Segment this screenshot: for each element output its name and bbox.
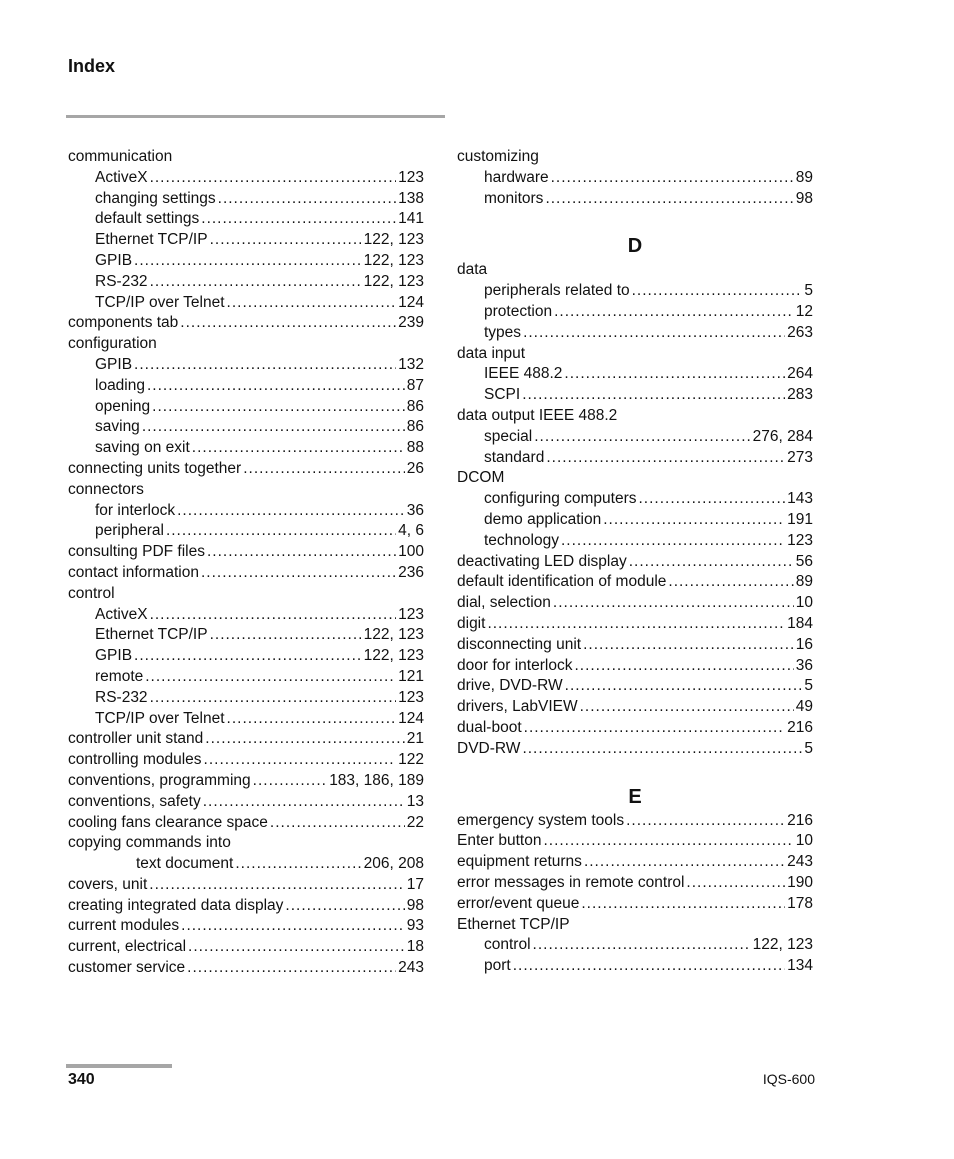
- index-entry: [457, 572, 813, 593]
- index-term: Enter button: [457, 832, 542, 850]
- dot-leader: [177, 501, 405, 522]
- index-subentry: [68, 688, 424, 709]
- index-term: monitors: [484, 189, 544, 207]
- page-reference: 216: [787, 811, 813, 829]
- index-term: special: [484, 427, 533, 445]
- dot-leader: [205, 729, 404, 750]
- index-term: types: [484, 323, 522, 341]
- index-term: conventions, programming: [68, 771, 251, 789]
- index-term: TCP/IP over Telnet: [95, 293, 225, 311]
- index-term: drive, DVD-RW: [457, 677, 563, 695]
- index-term: RS-232: [95, 272, 148, 290]
- index-term: error messages in remote control: [457, 873, 685, 891]
- dot-leader: [192, 438, 405, 459]
- index-entry: [68, 896, 424, 917]
- index-term: GPIB: [95, 251, 133, 269]
- index-entry: [457, 811, 813, 832]
- page-reference: 5: [804, 677, 813, 695]
- index-term: dual-boot: [457, 718, 522, 736]
- dot-leader: [639, 489, 786, 510]
- index-subentry: [457, 302, 813, 323]
- dot-leader: [603, 510, 785, 531]
- index-subentry: [68, 251, 424, 272]
- dot-leader: [187, 958, 396, 979]
- index-term: creating integrated data display: [68, 896, 284, 914]
- index-subentry: [68, 293, 424, 314]
- dot-leader: [207, 542, 396, 563]
- index-term: GPIB: [95, 647, 133, 665]
- index-term: loading: [95, 376, 145, 394]
- dot-leader: [513, 956, 785, 977]
- dot-leader: [545, 189, 793, 210]
- index-subentry: [457, 323, 813, 344]
- index-term: ActiveX: [95, 605, 148, 623]
- page-reference: 5: [804, 739, 813, 757]
- page-reference: 216: [787, 718, 813, 736]
- index-subentry: [457, 956, 813, 977]
- page-reference: 123: [398, 168, 424, 186]
- index-entry: [457, 468, 813, 489]
- index-subentry: [457, 281, 813, 302]
- index-term: controller unit stand: [68, 730, 204, 748]
- index-column-right: [457, 147, 813, 977]
- index-subentry: [68, 625, 424, 646]
- page-reference: 17: [406, 875, 424, 893]
- index-term: current, electrical: [68, 938, 187, 956]
- index-entry: [68, 875, 424, 896]
- page-reference: 36: [406, 501, 424, 519]
- dot-leader: [581, 894, 785, 915]
- index-term: covers, unit: [68, 875, 148, 893]
- page-reference: 123: [398, 605, 424, 623]
- index-entry: [68, 542, 424, 563]
- page-reference: 141: [398, 210, 424, 228]
- index-entry: [457, 656, 813, 677]
- index-entry: [457, 614, 813, 635]
- index-subentry: [68, 501, 424, 522]
- index-subentry: [68, 605, 424, 626]
- page-reference: 100: [398, 543, 424, 561]
- page-number: 340: [68, 1071, 95, 1088]
- index-term: DVD-RW: [457, 739, 521, 757]
- page-reference: 263: [787, 323, 813, 341]
- dot-leader: [626, 811, 785, 832]
- page-reference: 206, 208: [363, 855, 424, 873]
- index-entry: [457, 739, 813, 760]
- index-entry: [457, 873, 813, 894]
- page-reference: 122, 123: [363, 251, 424, 269]
- index-subentry: [68, 417, 424, 438]
- page-reference: 243: [398, 959, 424, 977]
- dot-leader: [561, 531, 785, 552]
- page-reference: 183, 186, 189: [329, 771, 424, 789]
- dot-leader: [522, 739, 802, 760]
- index-term: emergency system tools: [457, 811, 625, 829]
- index-term: error/event queue: [457, 894, 580, 912]
- index-term: SCPI: [484, 386, 521, 404]
- dot-leader: [580, 697, 794, 718]
- page-reference: 26: [406, 459, 424, 477]
- page-reference: 86: [406, 418, 424, 436]
- index-term: configuration: [68, 335, 157, 353]
- page-reference: 264: [787, 365, 813, 383]
- index-entry: [68, 792, 424, 813]
- index-subentry: [457, 364, 813, 385]
- index-term: opening: [95, 397, 151, 415]
- page-reference: 239: [398, 314, 424, 332]
- page-reference: 89: [795, 573, 813, 591]
- dot-leader: [235, 854, 361, 875]
- index-subentry: [457, 168, 813, 189]
- page-reference: 134: [787, 957, 813, 975]
- page-reference: 123: [787, 531, 813, 549]
- dot-leader: [152, 397, 405, 418]
- dot-leader: [134, 251, 362, 272]
- dot-leader: [134, 355, 396, 376]
- index-term: Ethernet TCP/IP: [457, 915, 570, 933]
- index-term: port: [484, 957, 511, 975]
- index-entry: [68, 916, 424, 937]
- index-subentry: [68, 667, 424, 688]
- dot-leader: [227, 293, 397, 314]
- dot-leader: [188, 937, 405, 958]
- dot-leader: [253, 771, 328, 792]
- section-letter-heading: E: [628, 785, 642, 808]
- dot-leader: [181, 916, 405, 937]
- dot-leader: [487, 614, 785, 635]
- page-reference: 124: [398, 709, 424, 727]
- index-term: conventions, safety: [68, 792, 201, 810]
- dot-leader: [201, 209, 396, 230]
- index-term: cooling fans clearance space: [68, 813, 268, 831]
- index-term: DCOM: [457, 469, 505, 487]
- index-entry: [457, 406, 813, 427]
- page-reference: 10: [795, 594, 813, 612]
- index-entry: [68, 147, 424, 168]
- dot-leader: [668, 572, 793, 593]
- dot-leader: [574, 656, 793, 677]
- index-entry: [457, 260, 813, 281]
- dot-leader: [270, 813, 405, 834]
- index-subentry: [68, 230, 424, 251]
- index-subentry: [457, 935, 813, 956]
- index-entry: [457, 147, 813, 168]
- index-term: peripheral: [95, 522, 164, 540]
- page-reference: 36: [795, 656, 813, 674]
- dot-leader: [523, 323, 785, 344]
- page-reference: 283: [787, 386, 813, 404]
- page-reference: 16: [795, 635, 813, 653]
- index-term: configuring computers: [484, 490, 637, 508]
- page-reference: 4, 6: [398, 522, 424, 540]
- page-reference: 86: [406, 397, 424, 415]
- index-term: deactivating LED display: [457, 552, 627, 570]
- index-term: current modules: [68, 917, 180, 935]
- index-term: copying commands into: [68, 834, 231, 852]
- index-term: contact information: [68, 563, 199, 581]
- page-reference: 122, 123: [752, 936, 813, 954]
- index-term: digit: [457, 614, 486, 632]
- index-subentry: [68, 168, 424, 189]
- index-term: connectors: [68, 480, 144, 498]
- index-entry: [457, 344, 813, 365]
- dot-leader: [686, 873, 785, 894]
- index-term: equipment returns: [457, 853, 582, 871]
- page-reference: 22: [406, 813, 424, 831]
- dot-leader: [142, 417, 405, 438]
- index-subentry: [457, 489, 813, 510]
- index-entry: [68, 584, 424, 605]
- index-entry: [457, 831, 813, 852]
- index-subentry: [457, 385, 813, 406]
- dot-leader: [150, 688, 397, 709]
- index-term: Ethernet TCP/IP: [95, 626, 208, 644]
- index-subentry: [457, 531, 813, 552]
- dot-leader: [134, 646, 362, 667]
- index-entry: [68, 813, 424, 834]
- index-term: control: [484, 936, 531, 954]
- page-reference: 236: [398, 563, 424, 581]
- dot-leader: [565, 676, 803, 697]
- page-reference: 276, 284: [752, 427, 813, 445]
- index-term: remote: [95, 667, 144, 685]
- page-reference: 124: [398, 293, 424, 311]
- dot-leader: [201, 563, 396, 584]
- page-reference: 138: [398, 189, 424, 207]
- index-entry: [68, 459, 424, 480]
- dot-leader: [180, 313, 396, 334]
- index-entry: [457, 676, 813, 697]
- index-term: consulting PDF files: [68, 543, 205, 561]
- dot-leader: [210, 230, 362, 251]
- index-term: default identification of module: [457, 573, 667, 591]
- page-reference: 18: [406, 938, 424, 956]
- index-entry: [68, 833, 424, 854]
- dot-leader: [147, 376, 405, 397]
- index-term: GPIB: [95, 355, 133, 373]
- index-entry: [68, 750, 424, 771]
- dot-leader: [583, 635, 794, 656]
- dot-leader: [584, 852, 785, 873]
- dot-leader: [564, 364, 785, 385]
- index-subentry: [68, 646, 424, 667]
- page-header-title: Index: [68, 56, 116, 76]
- index-term: customer service: [68, 959, 186, 977]
- index-term: control: [68, 584, 115, 602]
- index-entry: [68, 771, 424, 792]
- index-subentry: [457, 189, 813, 210]
- dot-leader: [166, 521, 396, 542]
- index-term: RS-232: [95, 688, 148, 706]
- index-entry: [457, 593, 813, 614]
- index-term: components tab: [68, 314, 179, 332]
- index-entry: [457, 894, 813, 915]
- page-reference: 122, 123: [363, 272, 424, 290]
- dot-leader: [203, 792, 405, 813]
- page-reference: 121: [398, 667, 424, 685]
- index-term: data: [457, 261, 488, 279]
- index-term: disconnecting unit: [457, 635, 582, 653]
- index-term: TCP/IP over Telnet: [95, 709, 225, 727]
- page-reference: 98: [406, 896, 424, 914]
- dot-leader: [150, 168, 397, 189]
- index-entry: [457, 915, 813, 936]
- index-term: dial, selection: [457, 594, 551, 612]
- footer-rule: [66, 1064, 172, 1068]
- index-term: changing settings: [95, 189, 216, 207]
- page-reference: 273: [787, 448, 813, 466]
- index-entry: [68, 480, 424, 501]
- page-reference: 12: [795, 302, 813, 320]
- dot-leader: [204, 750, 397, 771]
- index-entry: [457, 718, 813, 739]
- index-entry: [457, 635, 813, 656]
- index-subentry: [457, 448, 813, 469]
- index-entry: [457, 552, 813, 573]
- index-term: hardware: [484, 168, 549, 186]
- dot-leader: [632, 281, 803, 302]
- index-term: text document: [136, 855, 234, 873]
- index-term: data input: [457, 344, 526, 362]
- index-subentry: [68, 209, 424, 230]
- dot-leader: [533, 935, 751, 956]
- dot-leader: [218, 189, 396, 210]
- index-term: ActiveX: [95, 168, 148, 186]
- page-reference: 10: [795, 832, 813, 850]
- dot-leader: [522, 385, 785, 406]
- dot-leader: [524, 718, 785, 739]
- index-term: standard: [484, 448, 545, 466]
- index-term: drivers, LabVIEW: [457, 698, 578, 716]
- index-entry: [457, 852, 813, 873]
- index-subentry: [68, 397, 424, 418]
- index-term: data output IEEE 488.2: [457, 406, 618, 424]
- dot-leader: [553, 593, 794, 614]
- index-term: saving on exit: [95, 439, 190, 457]
- page-reference: 5: [804, 282, 813, 300]
- dot-leader: [243, 459, 405, 480]
- page-reference: 122, 123: [363, 647, 424, 665]
- dot-leader: [551, 168, 794, 189]
- index-entry: [68, 313, 424, 334]
- dot-leader: [150, 272, 362, 293]
- index-term: technology: [484, 531, 559, 549]
- section-letter-heading: D: [627, 235, 643, 258]
- page-reference: 98: [795, 189, 813, 207]
- dot-leader: [534, 427, 750, 448]
- page-reference: 89: [795, 168, 813, 186]
- index-term: demo application: [484, 510, 602, 528]
- index-term: protection: [484, 302, 553, 320]
- page-reference: 122, 123: [363, 626, 424, 644]
- dot-leader: [285, 896, 404, 917]
- index-term: Ethernet TCP/IP: [95, 231, 208, 249]
- dot-leader: [149, 875, 404, 896]
- index-subentry: [68, 272, 424, 293]
- index-entry: [68, 334, 424, 355]
- index-term: communication: [68, 148, 173, 165]
- page-reference: 243: [787, 853, 813, 871]
- page-reference: 93: [406, 917, 424, 935]
- index-term: peripherals related to: [484, 282, 630, 300]
- page-reference: 191: [787, 510, 813, 528]
- index-subentry: [457, 427, 813, 448]
- index-term: for interlock: [95, 501, 176, 519]
- page-reference: 87: [406, 376, 424, 394]
- dot-leader: [227, 709, 397, 730]
- dot-leader: [210, 625, 362, 646]
- index-subentry: [68, 376, 424, 397]
- page-reference: 122: [398, 751, 424, 769]
- page-reference: 122, 123: [363, 231, 424, 249]
- index-entry: [457, 697, 813, 718]
- page-reference: 143: [787, 490, 813, 508]
- index-term: customizing: [457, 148, 539, 165]
- dot-leader: [150, 605, 397, 626]
- page-reference: 190: [787, 873, 813, 891]
- index-subentry: [68, 438, 424, 459]
- dot-leader: [629, 552, 794, 573]
- product-name: IQS-600: [762, 1071, 815, 1087]
- index-subentry: [68, 189, 424, 210]
- index-subentry: [68, 521, 424, 542]
- index-entry: [68, 729, 424, 750]
- page-reference: 21: [406, 730, 424, 748]
- page-reference: 49: [795, 698, 813, 716]
- index-term: IEEE 488.2: [484, 365, 563, 383]
- header-rule: [66, 115, 445, 118]
- dot-leader: [554, 302, 794, 323]
- index-term: saving: [95, 418, 140, 436]
- page-reference: 178: [787, 894, 813, 912]
- index-entry: [68, 937, 424, 958]
- index-term: controlling modules: [68, 751, 202, 769]
- index-entry: [68, 563, 424, 584]
- page-reference: 184: [787, 614, 813, 632]
- index-subentry: [457, 510, 813, 531]
- index-term: connecting units together: [68, 459, 242, 477]
- index-term: default settings: [95, 210, 200, 228]
- index-subentry: [68, 854, 424, 875]
- index-column-left: [68, 147, 424, 979]
- dot-leader: [546, 448, 785, 469]
- page-reference: 13: [406, 792, 424, 810]
- index-entry: [68, 958, 424, 979]
- dot-leader: [543, 831, 793, 852]
- index-subentry: [68, 709, 424, 730]
- page-reference: 56: [795, 552, 813, 570]
- dot-leader: [145, 667, 396, 688]
- page-reference: 88: [406, 439, 424, 457]
- index-subentry: [68, 355, 424, 376]
- page-reference: 132: [398, 355, 424, 373]
- page-reference: 123: [398, 688, 424, 706]
- index-term: door for interlock: [457, 656, 573, 674]
